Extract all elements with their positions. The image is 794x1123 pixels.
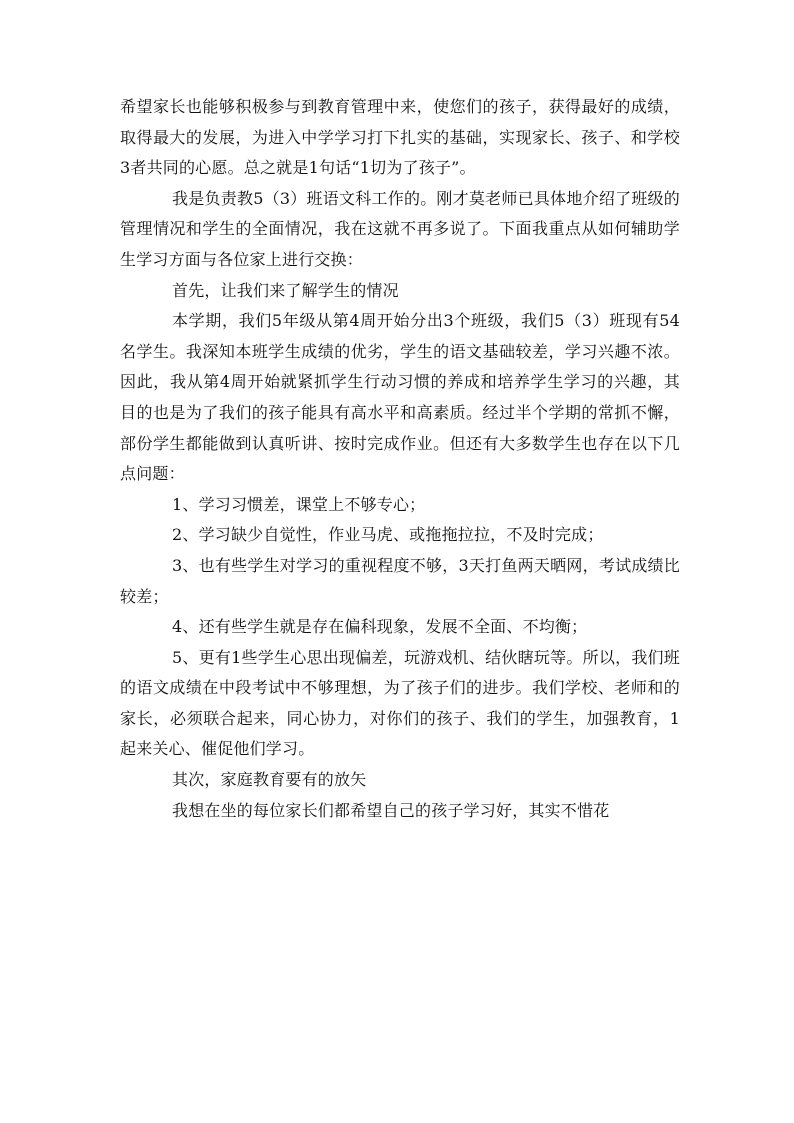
- document-body: [120, 92, 680, 826]
- section-heading: 其次，家庭教育要有的放矢: [172, 770, 367, 790]
- list-item-2: 2、学习缺少自觉性，作业马虎、或拖拖拉拉，不及时完成；: [172, 525, 604, 545]
- paragraph-1: 希望家长也能够积极参与到教育管理中来，使您们的孩子，获得最好的成绩，取得最大的发展，为进入中学学习打下扎实的基础，实现家长、孩子、和学校3者共同的心愿。总之就是1句话“1切为了孩子”。: [120, 97, 680, 178]
- paragraph-3: 首先，让我们来了解学生的情况: [172, 280, 399, 300]
- paragraph-2: 我是负责教5（3）班语文科工作的。刚才莫老师已具体地介绍了班级的管理情况和学生的全面情况，我在这就不再多说了。下面我重点从如何辅助学生学习方面与各位家上进行交换：: [120, 188, 680, 269]
- list-item-5: 5、更有1些学生心思出现偏差，玩游戏机、结伙瞎玩等。所以，我们班的语文成绩在中段考试中不够理想，为了孩子们的进步。我们学校、老师和的家长，必须联合起来，同心协力，对你们的孩子、我们的学生，加强教育，1起来关心、催促他们学习。: [120, 647, 680, 759]
- paragraph-final: 我想在坐的每位家长们都希望自己的孩子学习好，其实不惜花: [172, 800, 610, 820]
- list-item-3: 3、也有些学生对学习的重视程度不够，3天打鱼两天晒网，考试成绩比较差；: [120, 555, 680, 606]
- list-item-1: 1、学习习惯差，课堂上不够专心；: [172, 494, 426, 514]
- list-item-4: 4、还有些学生就是存在偏科现象，发展不全面、不均衡；: [172, 617, 588, 637]
- paragraph-4: 本学期，我们5年级从第4周开始分出3个班级，我们5（3）班现有54名学生。我深知本班学生成绩的优劣，学生的语文基础较差，学习兴趣不浓。因此，我从第4周开始就紧抓学生行动习惯的养成和培养学生学习的兴趣，其目的也是为了我们的孩子能具有高水平和高素质。经过半个学期的常抓不懈，部份学生都能做到认真听讲、按时完成作业。但还有大多数学生也存在以下几点问题：: [120, 311, 680, 484]
